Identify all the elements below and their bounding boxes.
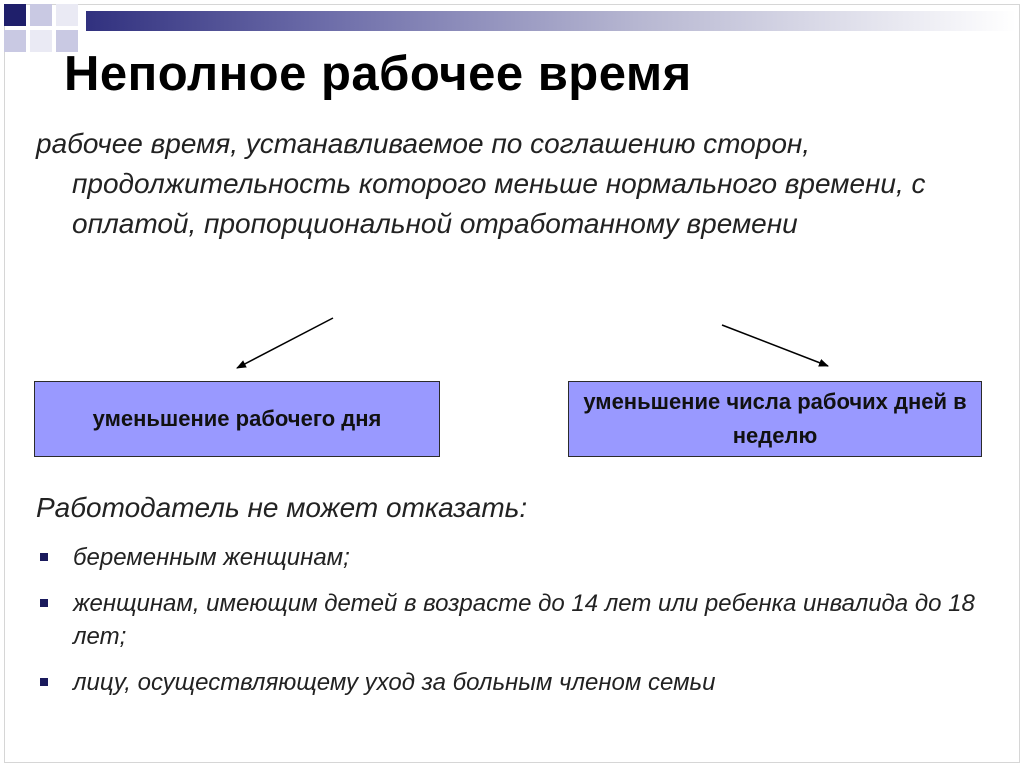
definition-text: рабочее время, устанавливаемое по соглашению сторон, продолжительность которого меньше нормального времени, с оплатой, пропорциональной отработанному времени <box>36 128 926 239</box>
arrow-right <box>722 325 828 366</box>
list-item-text: беременным женщинам; <box>73 544 350 571</box>
square-bullet-icon <box>40 678 48 686</box>
list-item <box>36 666 996 699</box>
square-bullet-icon <box>40 553 48 561</box>
box-reduce-workday-label: уменьшение рабочего дня <box>92 406 382 431</box>
subheading: Работодатель не может отказать: <box>36 492 528 523</box>
list-item <box>36 587 996 653</box>
square-bullet-icon <box>40 599 48 607</box>
arrow-left <box>237 318 333 368</box>
list-item-text: лицу, осуществляющему уход за больным членом семьи <box>73 669 716 696</box>
list-item-text: женщинам, имеющим детей в возрасте до 14 лет или ребенка инвалида до 18 лет; <box>73 590 975 650</box>
box-reduce-workdays-label: уменьшение числа рабочих дней в неделю <box>583 389 967 448</box>
bullet-list <box>36 541 996 712</box>
box-reduce-workdays-per-week <box>568 381 982 457</box>
slide-title: Неполное рабочее время <box>64 47 692 101</box>
list-item <box>36 541 996 574</box>
box-reduce-workday <box>34 381 440 457</box>
